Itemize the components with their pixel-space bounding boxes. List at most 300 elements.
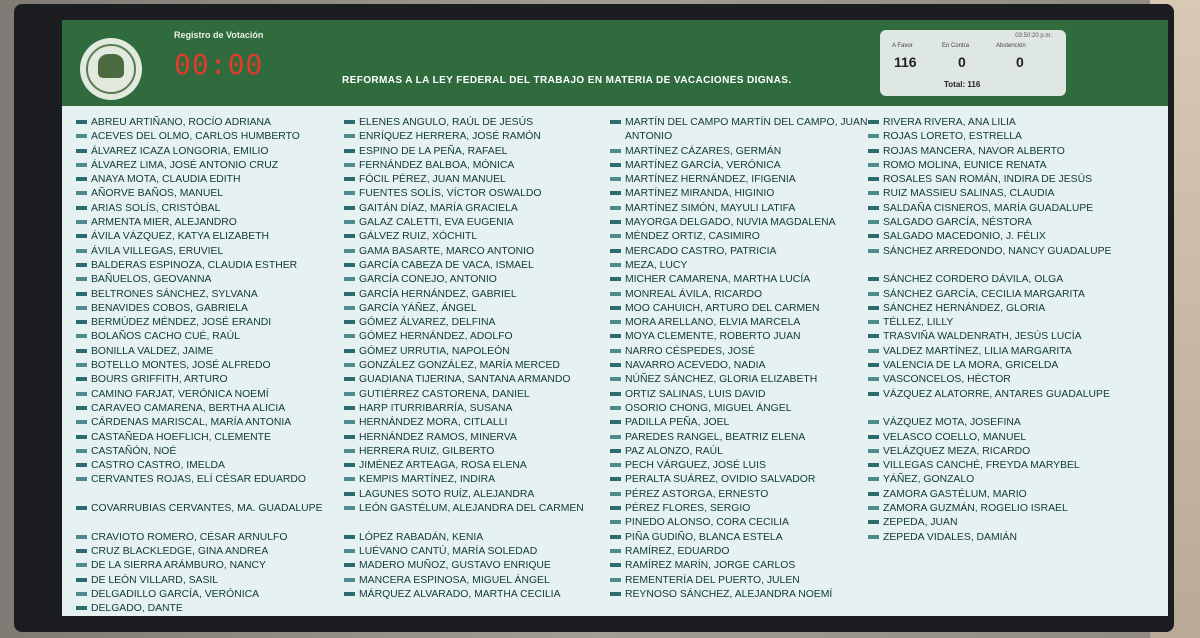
senator-name: GARCÍA CONEJO, ANTONIO	[359, 274, 497, 286]
senator-row	[868, 273, 1143, 287]
vote-marker-icon	[76, 578, 87, 582]
senator-row	[344, 531, 619, 545]
senator-name: GAMA BASARTE, MARCO ANTONIO	[359, 245, 535, 257]
senator-row	[76, 130, 351, 144]
vote-marker-icon	[344, 263, 355, 267]
vote-marker-icon	[868, 149, 879, 153]
senator-row	[76, 473, 351, 502]
senator-name: JIMÉNEZ ARTEAGA, ROSA ELENA	[359, 460, 527, 472]
senator-row	[868, 116, 1143, 130]
senator-row	[610, 202, 885, 216]
senator-name: CRUZ BLACKLEDGE, GINA ANDREA	[91, 545, 269, 557]
senator-name: MARTÍNEZ CÁZARES, GERMÁN	[625, 145, 782, 157]
vote-marker-icon	[610, 320, 621, 324]
senator-name: CARAVEO CAMARENA, BERTHA ALICIA	[91, 402, 286, 414]
senator-name: ZEPEDA VIDALES, DAMIÁN	[883, 531, 1017, 543]
senator-row	[76, 531, 351, 545]
vote-marker-icon	[868, 206, 879, 210]
senator-name: MOYA CLEMENTE, ROBERTO JUAN	[625, 331, 801, 343]
contra-label: En Contra	[942, 43, 970, 49]
senator-row	[344, 202, 619, 216]
vote-marker-icon	[868, 477, 879, 481]
senator-row	[344, 402, 619, 416]
senator-name: ÁVILA VILLEGAS, ERUVIEL	[91, 245, 224, 257]
senator-name: ACEVES DEL OLMO, CARLOS HUMBERTO	[91, 131, 300, 143]
senator-row	[76, 345, 351, 359]
senator-name: VASCONCELOS, HÉCTOR	[883, 374, 1011, 386]
senator-name: CASTAÑEDA HOEFLICH, CLEMENTE	[91, 431, 271, 443]
senator-name: BONILLA VALDEZ, JAIME	[91, 345, 214, 357]
vote-marker-icon	[344, 292, 355, 296]
vote-marker-icon	[76, 563, 87, 567]
senator-name: RIVERA RIVERA, ANA LILIA	[883, 117, 1016, 128]
vote-marker-icon	[76, 320, 87, 324]
senator-name: MARTÍNEZ MIRANDA, HIGINIO	[625, 188, 775, 200]
senator-name: MARTÍN DEL CAMPO MARTÍN DEL CAMPO, JUAN ANTONIO	[625, 117, 868, 143]
senator-row	[610, 431, 885, 445]
senator-row	[344, 316, 619, 330]
vote-marker-icon	[610, 120, 621, 124]
senator-row	[76, 330, 351, 344]
senator-name: BENAVIDES COBOS, GABRIELA	[91, 302, 248, 314]
vote-marker-icon	[76, 406, 87, 410]
vote-marker-icon	[344, 349, 355, 353]
senator-name: BERMÚDEZ MÉNDEZ, JOSÉ ERANDI	[91, 317, 272, 329]
vote-marker-icon	[344, 277, 355, 281]
senator-name: MORA ARELLANO, ELVIA MARCELA	[625, 317, 801, 329]
senator-row	[610, 473, 885, 487]
vote-marker-icon	[610, 463, 621, 467]
senator-row	[76, 459, 351, 473]
senator-name: SÁNCHEZ GARCÍA, CECILIA MARGARITA	[883, 288, 1085, 300]
senator-row	[76, 502, 351, 531]
vote-marker-icon	[76, 449, 87, 453]
senator-row	[344, 230, 619, 244]
senator-row	[868, 373, 1143, 387]
senator-row	[76, 216, 351, 230]
senator-name: COVARRUBIAS CERVANTES, MA. GUADALUPE	[91, 503, 323, 515]
vote-marker-icon	[868, 449, 879, 453]
vote-marker-icon	[868, 177, 879, 181]
senator-row	[76, 259, 351, 273]
senator-row	[344, 388, 619, 402]
senator-row	[76, 302, 351, 316]
senator-name: MADERO MUÑOZ, GUSTAVO ENRIQUE	[359, 560, 551, 572]
senator-name: PÉREZ ASTORGA, ERNESTO	[625, 488, 769, 500]
senator-name: BAÑUELOS, GEOVANNA	[91, 274, 212, 286]
vote-marker-icon	[344, 120, 355, 124]
senator-name: PECH VÁRGUEZ, JOSÉ LUIS	[625, 460, 766, 472]
senator-name: ROJAS LORETO, ESTRELLA	[883, 131, 1022, 143]
senator-name: SALGADO GARCÍA, NÉSTORA	[883, 217, 1032, 229]
senator-name: VELASCO COELLO, MANUEL	[883, 431, 1027, 443]
senator-row	[868, 302, 1143, 316]
senator-name: GAITÁN DÍAZ, MARÍA GRACIELA	[359, 202, 518, 214]
senator-row	[610, 359, 885, 373]
vote-marker-icon	[610, 563, 621, 567]
vote-marker-icon	[344, 492, 355, 496]
senator-row	[610, 502, 885, 516]
senator-name: DELGADILLO GARCÍA, VERÓNICA	[91, 588, 260, 600]
senator-name: BOLAÑOS CACHO CUÉ, RAÚL	[91, 331, 240, 343]
senator-row	[868, 202, 1143, 216]
senator-name: AÑORVE BAÑOS, MANUEL	[91, 188, 224, 200]
senator-name: CASTAÑÓN, NOÉ	[91, 445, 177, 457]
senator-row	[76, 202, 351, 216]
senator-name: ARMENTA MIER, ALEJANDRO	[91, 217, 237, 229]
vote-marker-icon	[344, 334, 355, 338]
senator-column-3	[610, 116, 885, 602]
senator-row	[610, 445, 885, 459]
vote-marker-icon	[868, 520, 879, 524]
vote-marker-icon	[344, 477, 355, 481]
vote-marker-icon	[610, 549, 621, 553]
vote-marker-icon	[344, 563, 355, 567]
vote-marker-icon	[76, 120, 87, 124]
senator-row	[610, 545, 885, 559]
senator-row	[76, 431, 351, 445]
senator-name: SÁNCHEZ HERNÁNDEZ, GLORIA	[883, 302, 1046, 314]
vote-marker-icon	[344, 435, 355, 439]
senator-row	[344, 545, 619, 559]
vote-marker-icon	[610, 206, 621, 210]
vote-marker-icon	[868, 463, 879, 467]
vote-marker-icon	[868, 292, 879, 296]
senator-row	[344, 145, 619, 159]
senator-row	[610, 173, 885, 187]
vote-marker-icon	[868, 334, 879, 338]
vote-marker-icon	[76, 363, 87, 367]
senator-row	[868, 502, 1143, 516]
senator-name: MAYORGA DELGADO, NUVIA MAGDALENA	[625, 217, 836, 229]
favor-count: 116	[894, 54, 917, 70]
eagle-icon	[98, 54, 124, 78]
senator-row	[610, 531, 885, 545]
senator-row	[76, 373, 351, 387]
senator-row	[610, 588, 885, 602]
senator-name: GUTIÉRREZ CASTORENA, DANIEL	[359, 388, 530, 400]
senator-name: CERVANTES ROJAS, ELÍ CÉSAR EDUARDO	[91, 474, 306, 486]
senator-name: MERCADO CASTRO, PATRICIA	[625, 245, 777, 257]
senator-name: MOO CAHUICH, ARTURO DEL CARMEN	[625, 302, 820, 314]
senator-row	[344, 302, 619, 316]
senator-row	[76, 173, 351, 187]
vote-marker-icon	[76, 292, 87, 296]
senator-row	[344, 130, 619, 144]
senator-row	[344, 588, 619, 602]
senator-row	[868, 445, 1143, 459]
senator-name: CÁRDENAS MARISCAL, MARÍA ANTONIA	[91, 417, 292, 429]
senator-row	[868, 516, 1143, 530]
vote-marker-icon	[76, 592, 87, 596]
senator-name: HERRERA RUIZ, GILBERTO	[359, 445, 495, 457]
senator-row	[610, 116, 885, 145]
senator-name: GÓMEZ URRUTIA, NAPOLEÓN	[359, 345, 510, 357]
vote-marker-icon	[610, 578, 621, 582]
senator-row	[76, 145, 351, 159]
senator-name: GÓMEZ ÁLVAREZ, DELFINA	[359, 317, 496, 329]
vote-marker-icon	[344, 449, 355, 453]
senator-row	[868, 130, 1143, 144]
senator-row	[344, 502, 619, 531]
senator-name: SÁNCHEZ CORDERO DÁVILA, OLGA	[883, 274, 1064, 286]
vote-marker-icon	[344, 249, 355, 253]
senator-name: MARTÍNEZ SIMÓN, MAYULI LATIFA	[625, 202, 796, 214]
vote-marker-icon	[610, 163, 621, 167]
senator-row	[344, 574, 619, 588]
vote-marker-icon	[76, 277, 87, 281]
senator-row	[868, 173, 1143, 187]
senator-name: GÁLVEZ RUIZ, XÓCHITL	[359, 231, 478, 243]
vote-marker-icon	[76, 549, 87, 553]
senator-name: CAMINO FARJAT, VERÓNICA NOEMÍ	[91, 388, 269, 400]
senator-row	[344, 473, 619, 487]
senator-row	[868, 145, 1143, 159]
senator-name: FERNÁNDEZ BALBOA, MÓNICA	[359, 159, 515, 171]
senator-row	[610, 459, 885, 473]
vote-marker-icon	[344, 506, 355, 510]
senator-row	[76, 288, 351, 302]
senator-name: ÁLVAREZ LIMA, JOSÉ ANTONIO CRUZ	[91, 159, 279, 171]
senator-name: NARRO CÉSPEDES, JOSÉ	[625, 345, 755, 357]
vote-marker-icon	[610, 506, 621, 510]
senator-name: SALGADO MACEDONIO, J. FÉLIX	[883, 231, 1046, 243]
vote-marker-icon	[610, 420, 621, 424]
senator-name: TÉLLEZ, LILLY	[883, 317, 954, 329]
senator-name: ABREU ARTIÑANO, ROCÍO ADRIANA	[91, 117, 271, 128]
senator-row	[344, 445, 619, 459]
vote-marker-icon	[868, 306, 879, 310]
senator-name: OSORIO CHONG, MIGUEL ÁNGEL	[625, 402, 792, 414]
senator-row	[868, 288, 1143, 302]
total-count: Total: 116	[944, 80, 981, 89]
senator-name: HERNÁNDEZ MORA, CITLALLI	[359, 417, 508, 429]
senator-row	[610, 345, 885, 359]
vote-marker-icon	[868, 249, 879, 253]
senator-row	[344, 488, 619, 502]
senator-name: SALDAÑA CISNEROS, MARÍA GUADALUPE	[883, 202, 1094, 214]
senator-row	[344, 159, 619, 173]
senator-row	[610, 388, 885, 402]
senator-row	[76, 602, 351, 616]
senator-name: ORTIZ SALINAS, LUIS DAVID	[625, 388, 766, 400]
countdown-timer: 00:00	[174, 48, 264, 81]
senator-name: ÁVILA VÁZQUEZ, KATYA ELIZABETH	[91, 231, 270, 243]
senator-row	[868, 345, 1143, 359]
senator-row	[610, 516, 885, 530]
vote-marker-icon	[344, 363, 355, 367]
senator-row	[610, 259, 885, 273]
monitor-bezel	[14, 4, 1174, 632]
vote-marker-icon	[76, 249, 87, 253]
vote-marker-icon	[610, 306, 621, 310]
senator-name: MONREAL ÁVILA, RICARDO	[625, 288, 763, 300]
senator-name: TRASVIÑA WALDENRATH, JESÚS LUCÍA	[883, 331, 1082, 343]
abstention-label: Abstención	[996, 43, 1026, 49]
senator-row	[76, 545, 351, 559]
senator-name: REMENTERÍA DEL PUERTO, JULEN	[625, 574, 800, 586]
vote-marker-icon	[344, 306, 355, 310]
abstention-count: 0	[1016, 54, 1024, 70]
senator-row	[76, 316, 351, 330]
senator-row	[610, 145, 885, 159]
voting-screen	[62, 20, 1168, 616]
senator-name: PINEDO ALONSO, CORA CECILIA	[625, 517, 789, 529]
senator-row	[610, 316, 885, 330]
senator-name: PIÑA GUDIÑO, BLANCA ESTELA	[625, 531, 783, 543]
senator-row	[868, 431, 1143, 445]
vote-marker-icon	[76, 220, 87, 224]
vote-marker-icon	[76, 177, 87, 181]
senator-row	[76, 445, 351, 459]
vote-marker-icon	[344, 406, 355, 410]
senator-name: ENRÍQUEZ HERRERA, JOSÉ RAMÓN	[359, 131, 541, 143]
senator-row	[868, 488, 1143, 502]
senator-row	[610, 416, 885, 430]
vote-marker-icon	[610, 220, 621, 224]
senator-row	[610, 488, 885, 502]
vote-marker-icon	[344, 191, 355, 195]
vote-marker-icon	[610, 492, 621, 496]
senator-name: MÁRQUEZ ALVARADO, MARTHA CECILIA	[359, 588, 561, 600]
senator-row	[868, 416, 1143, 430]
vote-marker-icon	[868, 435, 879, 439]
senator-row	[76, 245, 351, 259]
vote-marker-icon	[610, 234, 621, 238]
senator-name: MICHER CAMARENA, MARTHA LUCÍA	[625, 274, 811, 286]
senator-name: BOTELLO MONTES, JOSÉ ALFREDO	[91, 360, 271, 372]
senator-name: PERALTA SUÁREZ, OVIDIO SALVADOR	[625, 474, 816, 486]
senator-row	[868, 316, 1143, 330]
senator-name: RUIZ MASSIEU SALINAS, CLAUDIA	[883, 188, 1055, 200]
senator-name: BOURS GRIFFITH, ARTURO	[91, 374, 228, 386]
senator-name: LÓPEZ RABADÁN, KENIA	[359, 531, 484, 543]
senator-name: MEZA, LUCY	[625, 259, 688, 271]
vote-marker-icon	[868, 363, 879, 367]
vote-marker-icon	[610, 406, 621, 410]
senator-row	[344, 459, 619, 473]
vote-marker-icon	[868, 191, 879, 195]
senator-row	[76, 187, 351, 201]
senator-row	[344, 245, 619, 259]
senator-name: MÉNDEZ ORTIZ, CASIMIRO	[625, 231, 760, 243]
vote-marker-icon	[344, 592, 355, 596]
vote-marker-icon	[868, 320, 879, 324]
senator-row	[868, 245, 1143, 274]
senator-name: LEÓN GASTÉLUM, ALEJANDRA DEL CARMEN	[359, 503, 584, 515]
senator-row	[610, 402, 885, 416]
senator-name: SÁNCHEZ ARREDONDO, NANCY GUADALUPE	[883, 245, 1112, 257]
vote-marker-icon	[610, 191, 621, 195]
senator-name: MARTÍNEZ HERNÁNDEZ, IFIGENIA	[625, 174, 796, 186]
vote-marker-icon	[610, 177, 621, 181]
senator-name: KEMPIS MARTÍNEZ, INDIRA	[359, 474, 496, 486]
senator-name: ROSALES SAN ROMÁN, INDIRA DE JESÚS	[883, 174, 1093, 186]
vote-marker-icon	[76, 349, 87, 353]
vote-marker-icon	[76, 477, 87, 481]
senator-name: CRAVIOTO ROMERO, CÉSAR ARNULFO	[91, 531, 288, 543]
senator-row	[76, 159, 351, 173]
vote-marker-icon	[868, 492, 879, 496]
contra-count: 0	[958, 54, 966, 70]
senator-row	[76, 116, 351, 130]
senator-name: RAMÍREZ MARÍN, JORGE CARLOS	[625, 560, 796, 572]
senator-row	[344, 416, 619, 430]
vote-subject: REFORMAS A LA LEY FEDERAL DEL TRABAJO EN MATERIA DE VACACIONES DIGNAS.	[342, 75, 792, 86]
vote-marker-icon	[344, 163, 355, 167]
senator-row	[610, 288, 885, 302]
senator-row	[868, 531, 1143, 545]
senator-name: BALDERAS ESPINOZA, CLAUDIA ESTHER	[91, 259, 298, 271]
vote-time: 03:50:20 p.m.	[1015, 33, 1052, 39]
vote-marker-icon	[610, 449, 621, 453]
vote-marker-icon	[344, 220, 355, 224]
senator-name: YÁÑEZ, GONZALO	[883, 474, 975, 486]
vote-marker-icon	[76, 163, 87, 167]
senator-row	[868, 216, 1143, 230]
vote-marker-icon	[76, 134, 87, 138]
vote-marker-icon	[76, 392, 87, 396]
favor-label: A Favor	[892, 43, 913, 49]
senator-name: HERNÁNDEZ RAMOS, MINERVA	[359, 431, 517, 443]
senator-name: MANCERA ESPINOSA, MIGUEL ÁNGEL	[359, 574, 550, 586]
vote-marker-icon	[344, 420, 355, 424]
vote-marker-icon	[76, 149, 87, 153]
vote-marker-icon	[868, 506, 879, 510]
senator-row	[868, 187, 1143, 201]
senator-name: ZEPEDA, JUAN	[883, 517, 958, 529]
senator-row	[344, 259, 619, 273]
vote-marker-icon	[610, 349, 621, 353]
vote-marker-icon	[868, 234, 879, 238]
senator-row	[868, 159, 1143, 173]
senator-name: CASTRO CASTRO, IMELDA	[91, 460, 225, 472]
senator-row	[76, 416, 351, 430]
vote-marker-icon	[76, 535, 87, 539]
vote-marker-icon	[610, 277, 621, 281]
vote-marker-icon	[76, 263, 87, 267]
senator-row	[610, 574, 885, 588]
vote-marker-icon	[76, 334, 87, 338]
senator-name: VILLEGAS CANCHÉ, FREYDA MARYBEL	[883, 460, 1080, 472]
senator-row	[344, 431, 619, 445]
vote-marker-icon	[76, 606, 87, 610]
senator-row	[344, 559, 619, 573]
senator-name: FÓCIL PÉREZ, JUAN MANUEL	[359, 174, 506, 186]
vote-marker-icon	[344, 234, 355, 238]
senator-column-1	[76, 116, 351, 616]
senator-name: ZAMORA GASTÉLUM, MARIO	[883, 488, 1027, 500]
vote-marker-icon	[610, 477, 621, 481]
vote-summary-box	[880, 30, 1066, 96]
senator-column-2	[344, 116, 619, 602]
senator-name: GUADIANA TIJERINA, SANTANA ARMANDO	[359, 374, 571, 386]
senator-row	[868, 359, 1143, 373]
vote-marker-icon	[610, 520, 621, 524]
senator-row	[610, 216, 885, 230]
vote-marker-icon	[610, 249, 621, 253]
vote-marker-icon	[344, 463, 355, 467]
vote-marker-icon	[868, 163, 879, 167]
senator-name: NAVARRO ACEVEDO, NADIA	[625, 360, 766, 372]
senator-name: DE LEÓN VILLARD, SASIL	[91, 574, 219, 586]
vote-marker-icon	[868, 420, 879, 424]
senator-row	[344, 330, 619, 344]
vote-marker-icon	[76, 306, 87, 310]
vote-marker-icon	[868, 134, 879, 138]
vote-marker-icon	[344, 320, 355, 324]
senator-row	[344, 187, 619, 201]
